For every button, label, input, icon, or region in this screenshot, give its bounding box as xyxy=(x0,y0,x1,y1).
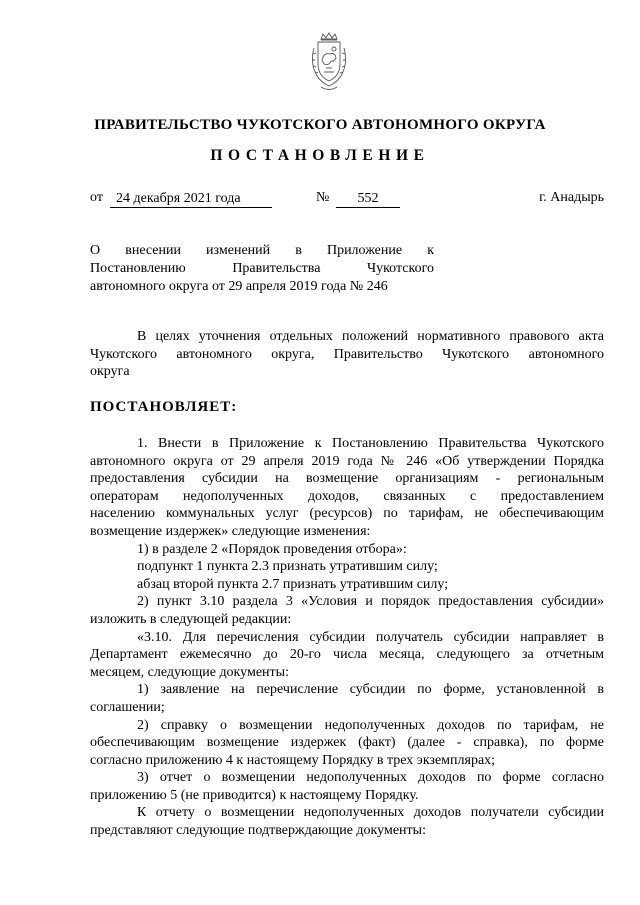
number-label: № xyxy=(316,190,330,205)
preamble-line: округа xyxy=(90,364,130,380)
body-line: согласно приложению 4 к настоящему Порядку в трех экземплярах; xyxy=(90,752,496,768)
document-subject xyxy=(90,242,434,296)
body-line: населению коммунальных услуг (ресурсов) по тарифам, не обеспечивающим xyxy=(90,506,604,522)
from-label: от xyxy=(90,190,103,205)
body-line: 1) в разделе 2 «Порядок проведения отбора»: xyxy=(137,541,407,557)
body-line: месяцем, следующие документы: xyxy=(90,664,289,680)
body-line: «3.10. Для перечисления субсидии получатель субсидии направляет в xyxy=(137,629,604,645)
body-line: соглашении; xyxy=(90,699,165,715)
preamble-paragraph xyxy=(90,328,604,381)
document-type-heading: ПОСТАНОВЛЕНИЕ xyxy=(210,147,430,164)
coat-of-arms-emblem xyxy=(304,30,354,96)
body-line: автономного округа от 29 апреля 2019 года № 246 «Об утверждении Порядка xyxy=(90,453,604,469)
document-number: 552 xyxy=(336,190,400,208)
decree-body xyxy=(90,435,604,840)
document-date: 24 декабря 2021 года xyxy=(110,190,272,208)
document-date-number-line xyxy=(90,190,604,210)
body-line: приложению 5 (не приводится) к настоящему Порядку. xyxy=(90,787,419,803)
body-line: 1. Внести в Приложение к Постановлению Правительства Чукотского xyxy=(137,436,604,451)
body-line: 2) справку о возмещении недополученных доходов по тарифам, не xyxy=(137,717,604,733)
body-line: возмещение издержек» следующие изменения: xyxy=(90,523,371,539)
city-name: г. Анадырь xyxy=(539,190,604,205)
body-line: подпункт 1 пункта 2.3 признать утратившим силу; xyxy=(137,559,438,575)
body-line: представляют следующие подтверждающие документы: xyxy=(90,823,426,839)
body-line: изложить в следующей редакции: xyxy=(90,611,292,627)
subject-line: Постановлению Правительства Чукотского xyxy=(90,261,434,276)
body-line: Департамент ежемесячно до 20-го числа месяца, следующего за отчетным xyxy=(90,647,604,663)
body-line: 1) заявление на перечисление субсидии по форме, установленной в xyxy=(137,682,604,698)
subject-line: О внесении изменений в Приложение к xyxy=(90,243,434,258)
body-line: 3) отчет о возмещении недополученных доходов по форме согласно xyxy=(137,770,604,786)
body-line: операторам недополученных доходов, связанных с предоставлением xyxy=(90,488,604,504)
decree-heading: ПОСТАНОВЛЯЕТ: xyxy=(90,399,238,415)
preamble-line: В целях уточнения отдельных положений нормативного правового акта xyxy=(137,329,604,344)
body-line: 2) пункт 3.10 раздела 3 «Условия и порядок предоставления субсидии» xyxy=(137,594,604,610)
government-title: ПРАВИТЕЛЬСТВО ЧУКОТСКОГО АВТОНОМНОГО ОКРУГА xyxy=(94,117,546,133)
body-line: предоставления субсидии на возмещение организациям - региональным xyxy=(90,471,604,487)
body-line: обеспечивающим возмещение издержек (факт) (далее - справка), по форме xyxy=(90,735,604,751)
subject-line: автономного округа от 29 апреля 2019 года № 246 xyxy=(90,279,388,294)
body-line: абзац второй пункта 2.7 признать утратившим силу; xyxy=(137,576,449,592)
preamble-line: Чукотского автономного округа, Правительство Чукотского автономного xyxy=(90,346,604,362)
body-line: К отчету о возмещении недополученных доходов получатели субсидии xyxy=(137,805,604,821)
